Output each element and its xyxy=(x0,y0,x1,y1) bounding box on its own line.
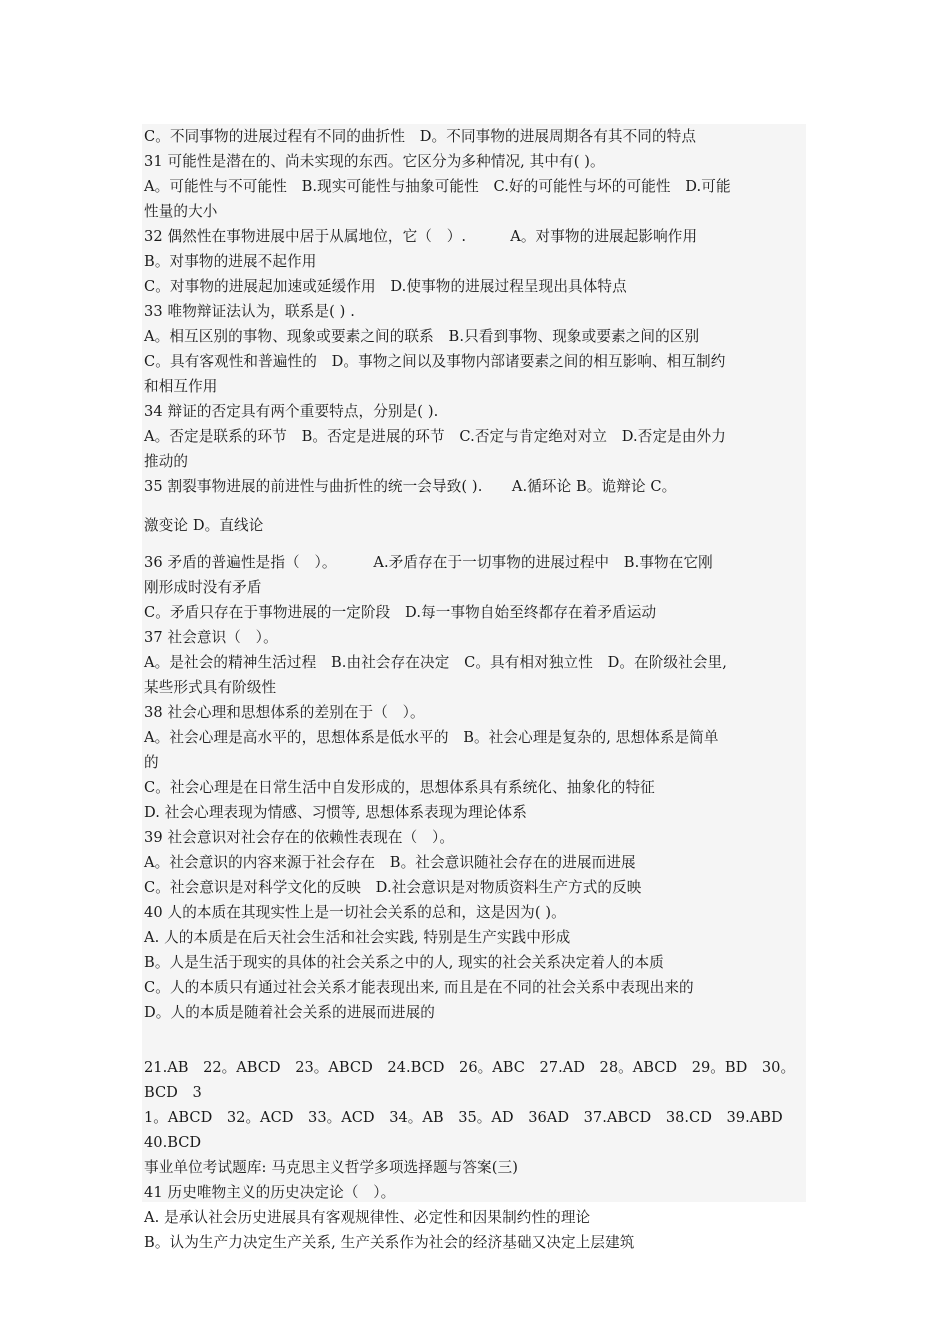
text-line: D. 社会心理表现为情感、习惯等, 思想体系表现为理论体系 xyxy=(144,804,527,821)
text-line: 31 可能性是潜在的、尚未实现的东西。它区分为多种情况, 其中有( )。 xyxy=(144,153,605,170)
text-line: A。可能性与不可能性 B.现实可能性与抽象可能性 C.好的可能性与坏的可能性 D.可能 xyxy=(144,178,731,195)
spacer xyxy=(144,1025,804,1055)
document-page xyxy=(142,124,806,1251)
question-block-36-40 xyxy=(144,550,804,1025)
text-line: B。对事物的进展不起作用 xyxy=(144,253,317,270)
text-line: 推动的 xyxy=(144,453,189,470)
text-line: 32 偶然性在事物进展中居于从属地位，它（ ）. A。对事物的进展起影响作用 xyxy=(144,228,698,245)
text-line: C。具有客观性和普遍性的 D。事物之间以及事物内部诸要素之间的相互影响、相互制约 xyxy=(144,353,726,370)
text-line: 37 社会意识（ ）。 xyxy=(144,629,278,646)
text-line: 激变论 D。直线论 xyxy=(144,517,264,534)
text-line: A。社会心理是高水平的，思想体系是低水平的 B。社会心理是复杂的, 思想体系是简单 xyxy=(144,729,719,746)
text-line: C。对事物的进展起加速或延缓作用 D.使事物的进展过程呈现出具体特点 xyxy=(144,278,627,295)
text-line: 21.AB 22。ABCD 23。ABCD 24.BCD 26。ABC 27.AD 28。ABCD 29。BD 30。BCD 3 xyxy=(144,1059,796,1101)
text-line: 事业单位考试题库: 马克思主义哲学多项选择题与答案(三) xyxy=(144,1159,518,1176)
text-line: 33 唯物辩证法认为，联系是( ) . xyxy=(144,303,355,320)
text-line: 性量的大小 xyxy=(144,203,218,220)
question-block-30-35 xyxy=(144,124,804,499)
text-line: 1。ABCD 32。ACD 33。ACD 34。AB 35。AD 36AD 37.ABCD 38.CD 39.ABD 40.BCD xyxy=(144,1109,798,1151)
spacer xyxy=(144,499,804,513)
text-line: 刚形成时没有矛盾 xyxy=(144,579,262,596)
text-line: A。否定是联系的环节 B。否定是进展的环节 C.否定与肯定绝对对立 D.否定是由外力 xyxy=(144,428,726,445)
text-line: C。矛盾只存在于事物进展的一定阶段 D.每一事物自始至终都存在着矛盾运动 xyxy=(144,604,657,621)
text-line: 和相互作用 xyxy=(144,378,218,395)
document-content xyxy=(142,124,806,1255)
text-line: 的 xyxy=(144,754,159,771)
text-line: 36 矛盾的普遍性是指（ ）。 A.矛盾存在于一切事物的进展过程中 B.事物在它刚 xyxy=(144,554,713,571)
text-line: C。不同事物的进展过程有不同的曲折性 D。不同事物的进展周期各有其不同的特点 xyxy=(144,128,697,145)
text-line: A. 人的本质是在后天社会生活和社会实践, 特别是生产实践中形成 xyxy=(144,929,571,946)
text-line: A。是社会的精神生活过程 B.由社会存在决定 C。具有相对独立性 D。在阶级社会里, xyxy=(144,654,727,671)
text-line: 40 人的本质在其现实性上是一切社会关系的总和，这是因为( )。 xyxy=(144,904,566,921)
text-line: A。社会意识的内容来源于社会存在 B。社会意识随社会存在的进展而进展 xyxy=(144,854,636,871)
text-line: C。社会意识是对科学文化的反映 D.社会意识是对物质资料生产方式的反映 xyxy=(144,879,642,896)
text-line: A。相互区别的事物、现象或要素之间的联系 B.只看到事物、现象或要素之间的区别 xyxy=(144,328,700,345)
text-line: B。人是生活于现实的具体的社会关系之中的人, 现实的社会关系决定着人的本质 xyxy=(144,954,664,971)
text-line: 35 割裂事物进展的前进性与曲折性的统一会导致( ). A.循环论 B。诡辩论 C。 xyxy=(144,478,677,495)
question-block-35-continued xyxy=(144,513,804,538)
text-line: 某些形式具有阶级性 xyxy=(144,679,277,696)
text-line: A. 是承认社会历史进展具有客观规律性、必定性和因果制约性的理论 xyxy=(144,1209,591,1226)
text-line: C。社会心理是在日常生活中自发形成的，思想体系具有系统化、抽象化的特征 xyxy=(144,779,655,796)
text-line: 39 社会意识对社会存在的依赖性表现在（ ）。 xyxy=(144,829,455,846)
text-line: D。人的本质是随着社会关系的进展而进展的 xyxy=(144,1004,435,1021)
question-block-41 xyxy=(144,1155,804,1255)
text-line: C。人的本质只有通过社会关系才能表现出来, 而且是在不同的社会关系中表现出来的 xyxy=(144,979,694,996)
text-line: B。认为生产力决定生产关系, 生产关系作为社会的经济基础又决定上层建筑 xyxy=(144,1234,635,1251)
text-line: 41 历史唯物主义的历史决定论（ ）。 xyxy=(144,1184,396,1201)
spacer xyxy=(144,538,804,550)
answer-key xyxy=(144,1055,804,1155)
text-line: 34 辩证的否定具有两个重要特点，分别是( ). xyxy=(144,403,439,420)
text-line: 38 社会心理和思想体系的差别在于（ ）。 xyxy=(144,704,425,721)
